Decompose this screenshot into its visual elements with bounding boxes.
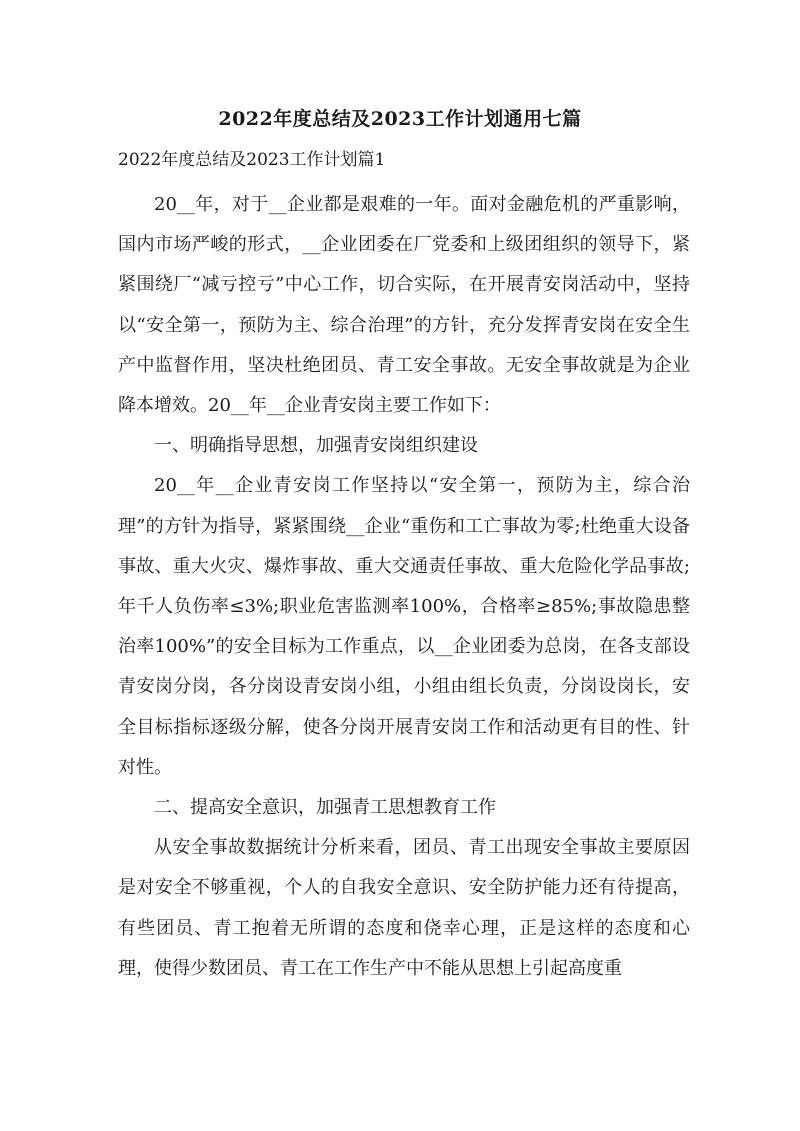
paragraph: 20__年，对于__企业都是艰难的一年。面对金融危机的严重影响，国内市场严峻的形式，__企业团委在厂党委和上级团组织的领导下，紧紧围绕厂“减亏控亏”中心工作，切合实际，在开展青安岗活动中，坚持以“安全第一，预防为主、综合治理”的方针，充分发挥青安岗在安全生产中监督作用，坚决杜绝团员、青工安全事故。无安全事故就是为企业降本增效。20__年__企业青安岗主要工作如下： bbox=[118, 194, 690, 417]
paragraph: 20__年__企业青安岗工作坚持以“安全第一，预防为主，综合治理”的方针为指导，紧紧围绕__企业“重伤和工亡事故为零;杜绝重大设备事故、重大火灾、爆炸事故、重大交通责任事故、重大危险化学品事故;年千人负伤率≤3%;职业危害监测率100%，合格率≥85%;事故隐患整治率100%”的安全目标为工作重点，以__企业团委为总岗，在各支部设青安岗分岗，各分岗设青安岗小组，小组由组长负责，分岗设岗长，安全目标指标逐级分解，使各分岗开展青安岗工作和活动更有目的性、针对性。 bbox=[118, 475, 690, 778]
section-heading: 二、提高安全意识，加强青工思想教育工作 bbox=[154, 797, 496, 819]
document-body bbox=[118, 185, 690, 989]
paragraph: 从安全事故数据统计分析来看，团员、青工出现安全事故主要原因是对安全不够重视，个人的自我安全意识、安全防护能力还有待提高，有些团员、青工抱着无所谓的态度和侥幸心理，正是这样的态度和心理，使得少数团员、青工在工作生产中不能从思想上引起高度重 bbox=[118, 837, 690, 979]
document-subtitle: 2022年度总结及2023工作计划篇1 bbox=[118, 150, 386, 170]
section-heading: 一、明确指导思想，加强青安岗组织建设 bbox=[154, 435, 478, 457]
document-title: 2022年度总结及2023工作计划通用七篇 bbox=[218, 108, 582, 130]
